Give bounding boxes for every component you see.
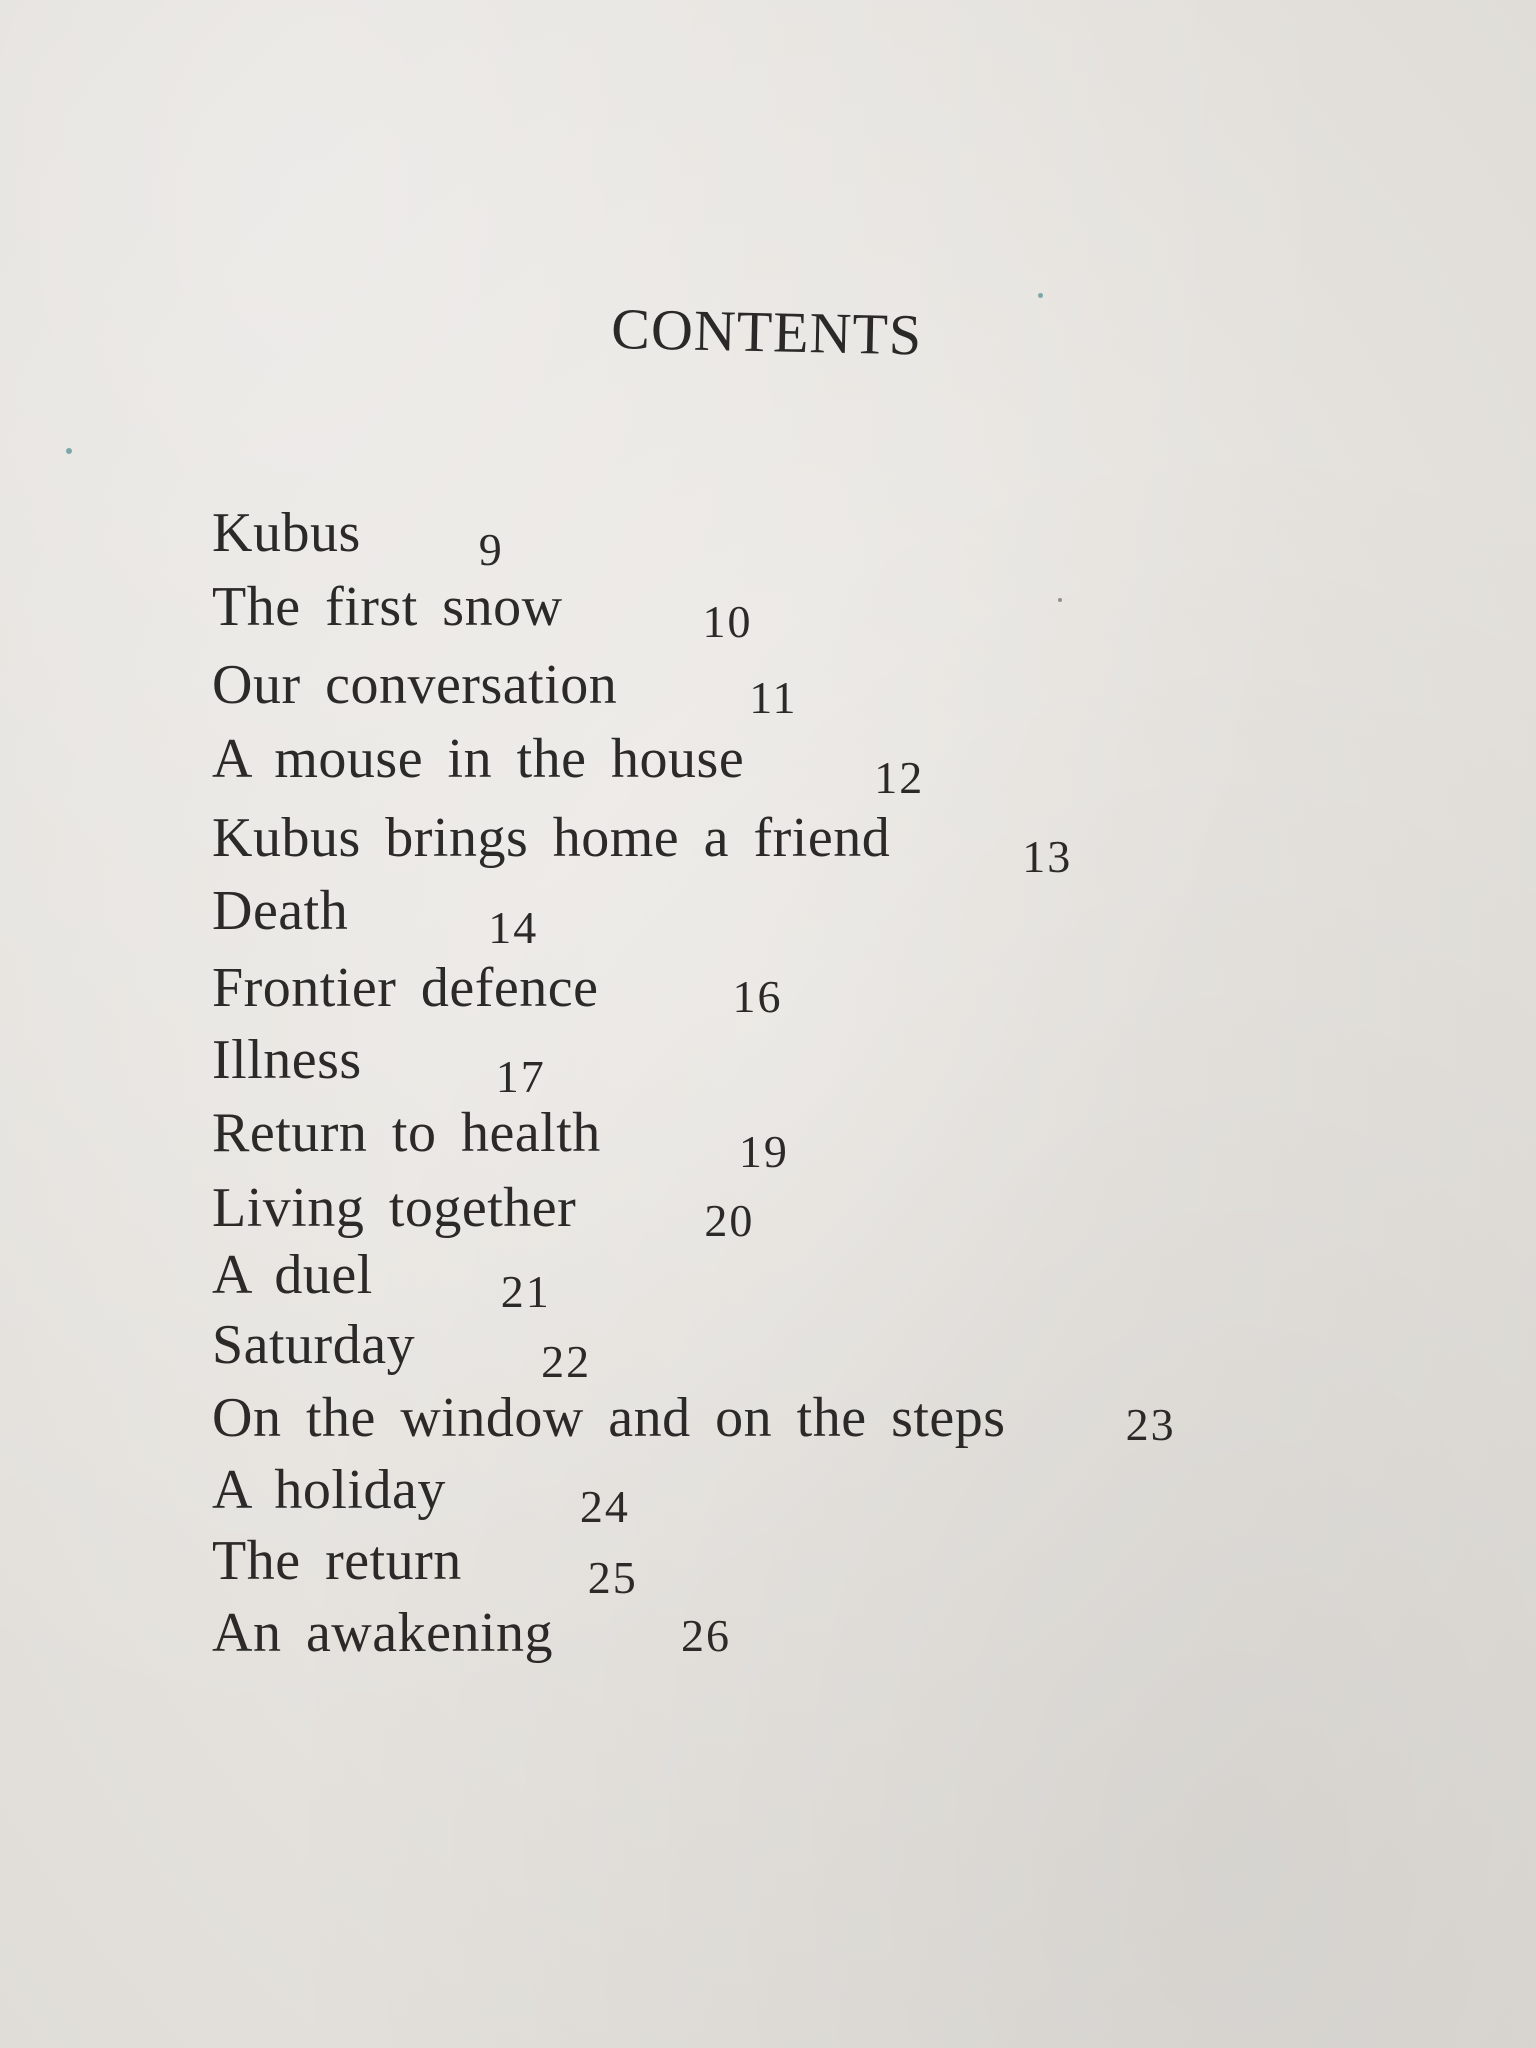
toc-entry-page-number: 23 [1125, 1399, 1176, 1450]
toc-entry [212, 502, 504, 575]
toc-entry-title: Illness [212, 1029, 362, 1091]
toc-entry [212, 1102, 789, 1177]
toc-entry [212, 957, 783, 1022]
toc-entry [212, 1314, 592, 1387]
toc-entry-page-number: 16 [732, 971, 783, 1022]
toc-entry [212, 1029, 546, 1102]
toc-entry [212, 880, 539, 953]
toc-entry-page-number: 13 [1022, 831, 1073, 882]
toc-entry-page-number: 11 [749, 672, 798, 723]
ink-speck [66, 448, 72, 454]
toc-entry-page-number: 24 [579, 1481, 630, 1532]
toc-entry [212, 728, 925, 803]
toc-entry-title: Death [212, 880, 349, 942]
toc-entry [212, 1387, 1176, 1450]
toc-entry-title: The return [212, 1530, 462, 1592]
toc-entry-title: Saturday [212, 1314, 416, 1376]
toc-entry [212, 1530, 638, 1603]
toc-entry [212, 576, 753, 647]
toc-entry-page-number: 19 [738, 1126, 789, 1177]
ink-speck [1058, 598, 1062, 602]
toc-entry-title: Living together [212, 1177, 577, 1239]
toc-entry-title: Kubus [212, 502, 361, 564]
toc-entry-page-number: 17 [495, 1051, 546, 1102]
toc-entry-title: An awakening [212, 1602, 554, 1664]
toc-entry-title: A holiday [212, 1459, 446, 1521]
toc-entry-page-number: 12 [874, 752, 925, 803]
toc-entry-page-number: 21 [500, 1266, 551, 1317]
toc-entry [212, 1177, 755, 1246]
ink-speck [1038, 293, 1043, 298]
toc-entry-title: On the window and on the steps [212, 1387, 1006, 1449]
toc-entry [212, 1602, 732, 1664]
toc-entry-page-number: 10 [702, 596, 753, 647]
toc-entry-title: Return to health [212, 1102, 601, 1164]
toc-entry-title: Our conversation [212, 654, 618, 716]
toc-entry-page-number: 26 [681, 1610, 732, 1661]
page-title: CONTENTS [610, 295, 923, 368]
toc-entry-page-number: 14 [488, 902, 539, 953]
toc-entry [212, 1459, 630, 1532]
toc-entry-page-number: 25 [587, 1552, 638, 1603]
toc-entry-title: Kubus brings home a friend [212, 807, 891, 869]
toc-entry [212, 654, 798, 723]
toc-entry-page-number: 9 [478, 524, 504, 575]
toc-entry-title: A duel [212, 1244, 373, 1306]
toc-entry-title: Frontier defence [212, 957, 599, 1019]
toc-entry-page-number: 20 [704, 1195, 755, 1246]
toc-entry [212, 807, 1073, 882]
toc-entry-title: A mouse in the house [212, 728, 745, 790]
toc-entry [212, 1244, 551, 1317]
toc-entry-page-number: 22 [541, 1336, 592, 1387]
toc-entry-title: The first snow [212, 576, 563, 638]
